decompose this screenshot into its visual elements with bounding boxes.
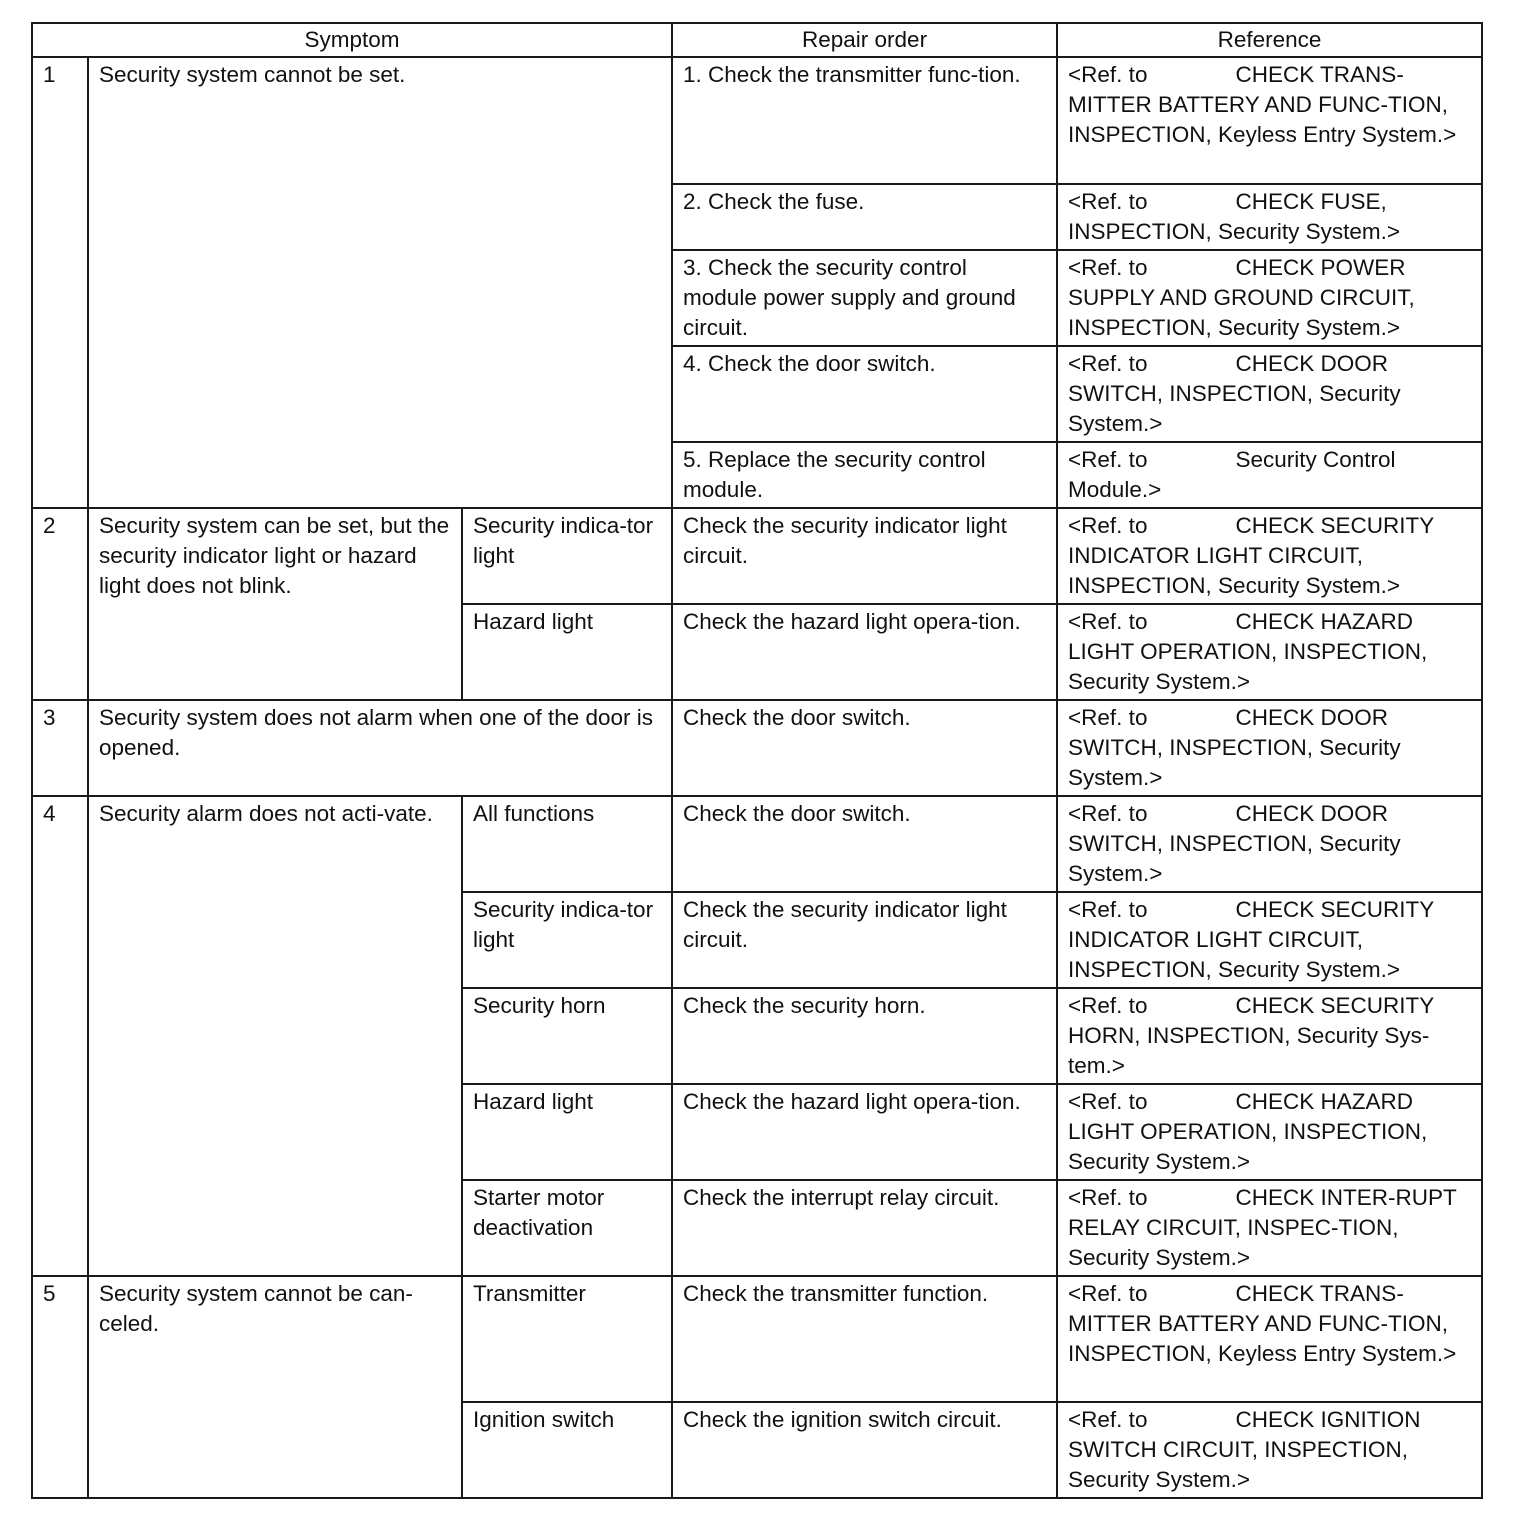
- reference-cell: [1057, 442, 1482, 508]
- ref-text: CHECK SECURITY INDICATOR LIGHT CIRCUIT, INSPECTION, Security System.>: [1068, 513, 1434, 598]
- sub-item-cell: All functions: [462, 796, 672, 892]
- ref-prefix: <Ref. to: [1068, 1185, 1148, 1210]
- sub-item-cell: Transmitter: [462, 1276, 672, 1402]
- repair-order-cell: Check the hazard light opera-tion.: [672, 604, 1057, 700]
- ref-text: CHECK HAZARD LIGHT OPERATION, INSPECTION, Security System.>: [1068, 1089, 1428, 1174]
- repair-order-cell: 1. Check the transmitter func-tion.: [672, 57, 1057, 184]
- reference-cell: [1057, 700, 1482, 796]
- table-header-row: [32, 23, 1482, 57]
- symptom-cell: Security system does not alarm when one of the door is opened.: [88, 700, 672, 796]
- table-row: [32, 508, 1482, 604]
- ref-text: CHECK POWER SUPPLY AND GROUND CIRCUIT, INSPECTION, Security System.>: [1068, 255, 1415, 340]
- ref-text: CHECK FUSE, INSPECTION, Security System.>: [1068, 189, 1400, 244]
- ref-prefix: <Ref. to: [1068, 705, 1148, 730]
- ref-prefix: <Ref. to: [1068, 351, 1148, 376]
- header-symptom: Symptom: [32, 23, 672, 57]
- reference-cell: [1057, 892, 1482, 988]
- ref-text: CHECK IGNITION SWITCH CIRCUIT, INSPECTION, Security System.>: [1068, 1407, 1421, 1492]
- ref-text: CHECK TRANS-MITTER BATTERY AND FUNC-TION, INSPECTION, Keyless Entry System.>: [1068, 1281, 1457, 1366]
- reference-cell: [1057, 1276, 1482, 1402]
- repair-order-cell: Check the security horn.: [672, 988, 1057, 1084]
- repair-order-cell: Check the transmitter function.: [672, 1276, 1057, 1402]
- sub-item-cell: Security horn: [462, 988, 672, 1084]
- sub-item-cell: Ignition switch: [462, 1402, 672, 1498]
- table-row: [32, 700, 1482, 796]
- ref-prefix: <Ref. to: [1068, 62, 1148, 87]
- ref-prefix: <Ref. to: [1068, 609, 1148, 634]
- ref-text: CHECK INTER-RUPT RELAY CIRCUIT, INSPEC-TION, Security System.>: [1068, 1185, 1457, 1270]
- ref-prefix: <Ref. to: [1068, 255, 1148, 280]
- ref-prefix: <Ref. to: [1068, 801, 1148, 826]
- reference-cell: [1057, 346, 1482, 442]
- table-row: [32, 1276, 1482, 1402]
- ref-text: Security Control Module.>: [1068, 447, 1396, 502]
- reference-cell: [1057, 988, 1482, 1084]
- repair-order-cell: 4. Check the door switch.: [672, 346, 1057, 442]
- repair-order-cell: 2. Check the fuse.: [672, 184, 1057, 250]
- ref-text: CHECK TRANS-MITTER BATTERY AND FUNC-TION, INSPECTION, Keyless Entry System.>: [1068, 62, 1457, 147]
- header-repair-order: Repair order: [672, 23, 1057, 57]
- ref-prefix: <Ref. to: [1068, 1281, 1148, 1306]
- header-reference: Reference: [1057, 23, 1482, 57]
- row-number: 3: [32, 700, 88, 796]
- diagnosis-table: [31, 22, 1483, 1499]
- ref-prefix: <Ref. to: [1068, 993, 1148, 1018]
- ref-text: CHECK HAZARD LIGHT OPERATION, INSPECTION, Security System.>: [1068, 609, 1428, 694]
- ref-prefix: <Ref. to: [1068, 513, 1148, 538]
- reference-cell: [1057, 184, 1482, 250]
- ref-text: CHECK DOOR SWITCH, INSPECTION, Security System.>: [1068, 705, 1401, 790]
- table-row: [32, 57, 1482, 184]
- reference-cell: [1057, 1180, 1482, 1276]
- sub-item-cell: Hazard light: [462, 1084, 672, 1180]
- sub-item-cell: Security indica-tor light: [462, 508, 672, 604]
- symptom-cell: Security system can be set, but the security indicator light or hazard light does not blink.: [88, 508, 462, 700]
- table-row: [32, 796, 1482, 892]
- repair-order-cell: Check the security indicator light circuit.: [672, 892, 1057, 988]
- ref-prefix: <Ref. to: [1068, 1089, 1148, 1114]
- row-number: 4: [32, 796, 88, 1276]
- reference-cell: [1057, 1084, 1482, 1180]
- sub-item-cell: Hazard light: [462, 604, 672, 700]
- sub-item-cell: Security indica-tor light: [462, 892, 672, 988]
- ref-text: CHECK SECURITY INDICATOR LIGHT CIRCUIT, INSPECTION, Security System.>: [1068, 897, 1434, 982]
- reference-cell: [1057, 508, 1482, 604]
- row-number: 1: [32, 57, 88, 508]
- reference-cell: [1057, 57, 1482, 184]
- reference-cell: [1057, 1402, 1482, 1498]
- symptom-cell: Security system cannot be can-celed.: [88, 1276, 462, 1498]
- ref-text: CHECK DOOR SWITCH, INSPECTION, Security System.>: [1068, 801, 1401, 886]
- symptom-cell: Security system cannot be set.: [88, 57, 672, 508]
- ref-text: CHECK SECURITY HORN, INSPECTION, Security Sys-tem.>: [1068, 993, 1434, 1078]
- symptom-cell: Security alarm does not acti-vate.: [88, 796, 462, 1276]
- repair-order-cell: Check the interrupt relay circuit.: [672, 1180, 1057, 1276]
- reference-cell: [1057, 250, 1482, 346]
- repair-order-cell: 5. Replace the security control module.: [672, 442, 1057, 508]
- repair-order-cell: Check the ignition switch circuit.: [672, 1402, 1057, 1498]
- ref-prefix: <Ref. to: [1068, 189, 1148, 214]
- reference-cell: [1057, 796, 1482, 892]
- row-number: 5: [32, 1276, 88, 1498]
- ref-prefix: <Ref. to: [1068, 447, 1148, 472]
- ref-prefix: <Ref. to: [1068, 1407, 1148, 1432]
- repair-order-cell: 3. Check the security control module power supply and ground circuit.: [672, 250, 1057, 346]
- row-number: 2: [32, 508, 88, 700]
- ref-prefix: <Ref. to: [1068, 897, 1148, 922]
- repair-order-cell: Check the hazard light opera-tion.: [672, 1084, 1057, 1180]
- sub-item-cell: Starter motor deactivation: [462, 1180, 672, 1276]
- reference-cell: [1057, 604, 1482, 700]
- repair-order-cell: Check the security indicator light circuit.: [672, 508, 1057, 604]
- ref-text: CHECK DOOR SWITCH, INSPECTION, Security System.>: [1068, 351, 1401, 436]
- repair-order-cell: Check the door switch.: [672, 796, 1057, 892]
- repair-order-cell: Check the door switch.: [672, 700, 1057, 796]
